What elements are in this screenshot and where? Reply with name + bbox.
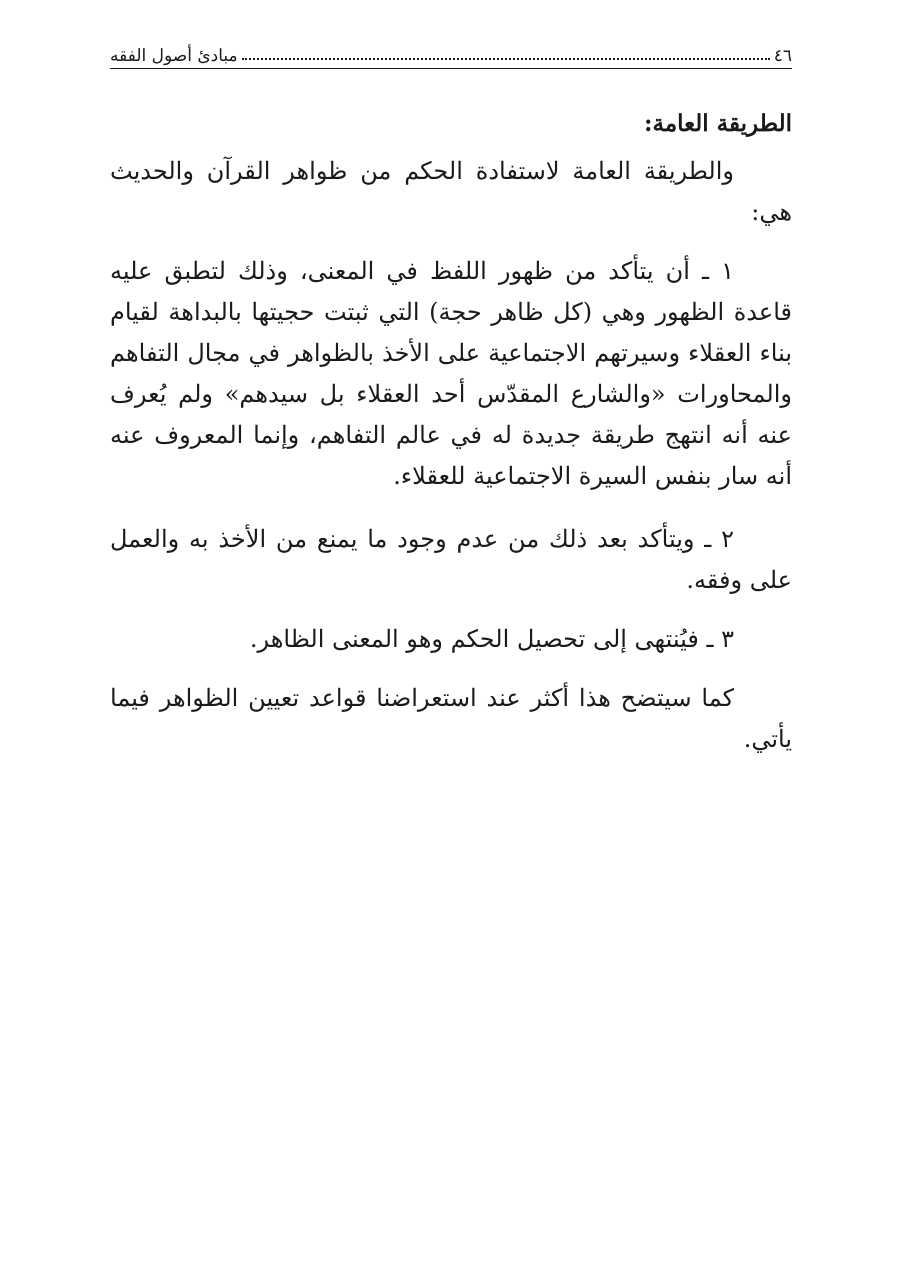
intro-paragraph: والطريقة العامة لاستفادة الحكم من ظواهر القرآن والحديث هي: (110, 156, 792, 226)
list-item-2: ٢ ـ ويتأكد بعد ذلك من عدم وجود ما يمنع من الأخذ به والعمل على وفقه. (110, 524, 792, 594)
page-number: ٤٦ (773, 45, 792, 66)
book-title: مبادئ أصول الفقه (110, 45, 238, 66)
book-page (110, 28, 792, 760)
list-item-1: ١ ـ أن يتأكد من ظهور اللفظ في المعنى، وذلك لتطبق عليه قاعدة الظهور وهي (كل ظاهر حجة) التي ثبتت حجيتها بالبداهة لقيام بناء العقلاء وسيرتهم الاجتماعية على الأخذ بالظواهر في مجال التفاهم والمحاورات «والشارع المقدّس أحد العقلاء بل سيدهم» ولم يُعرف عنه أنه انتهج طريقة جديدة له في عالم التفاهم، وإنما المعروف عنه أنه سار بنفس السيرة الاجتماعية للعقلاء. (110, 256, 792, 490)
running-header (110, 28, 792, 69)
dot-leader (242, 58, 770, 60)
closing-paragraph: كما سيتضح هذا أكثر عند استعراضنا قواعد تعيين الظواهر فيما يأتي. (110, 683, 792, 753)
list-item-3: ٣ ـ فيُنتهى إلى تحصيل الحكم وهو المعنى الظاهر. (249, 624, 734, 653)
section-title: الطريقة العامة: (644, 110, 792, 137)
